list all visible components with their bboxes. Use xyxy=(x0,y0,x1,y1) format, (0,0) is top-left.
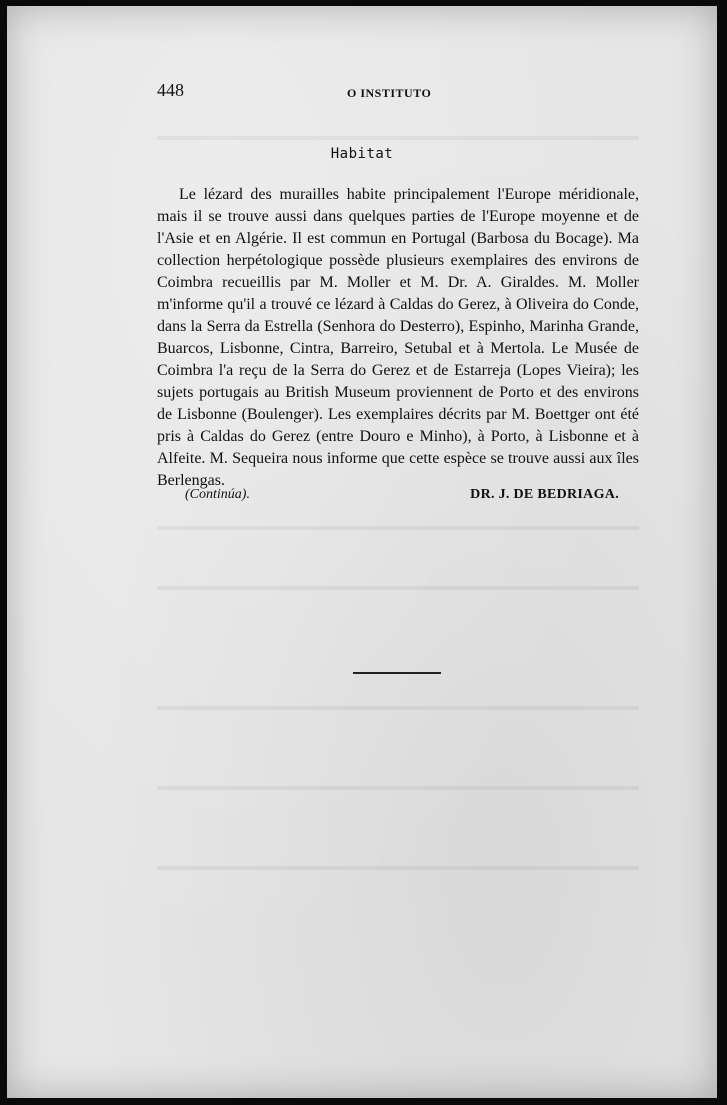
signature-row xyxy=(185,487,619,507)
author-signature: DR. J. DE BEDRIAGA. xyxy=(470,487,619,502)
bleed-through-mark xyxy=(157,786,639,790)
horizontal-rule xyxy=(353,672,441,674)
bleed-through-mark xyxy=(157,136,639,140)
continuation-note: (Continúa). xyxy=(185,487,250,502)
body-paragraph: Le lézard des murailles habite principalement l'Europe méridionale, mais il se trouve aussi dans quelques parties de l'Europe moyenne et de l'Asie et en Algérie. Il est commun en Portugal (Barbosa du Bocage). Ma collection herpétologique possède plusieurs exemplaires des environs de Coimbra recueillis par M. Moller et M. Dr. A. Giraldes. M. Moller m'informe qu'il a trouvé ce lézard à Caldas do Gerez, à Oliveira do Conde, dans la Serra da Estrella (Senhora do Desterro), Espinho, Marinha Grande, Buarcos, Lisbonne, Cintra, Barreiro, Setubal et à Mertola. Le Musée de Coimbra l'a reçu de la Serra do Gerez et de Estarreja (Lopes Vieira); les sujets portugais au British Museum proviennent de Porto et des environs de Lisbonne (Boulenger). Les exemplaires décrits par M. Boettger ont été pris à Caldas do Gerez (entre Douro e Minho), à Porto, à Lisbonne et à Alfeite. M. Sequeira nous informe que cette espèce se trouve aussi aux îles Berlengas. xyxy=(157,186,639,489)
bleed-through-mark xyxy=(157,866,639,870)
bleed-through-mark xyxy=(157,586,639,590)
bleed-through-mark xyxy=(157,706,639,710)
section-heading: Habitat xyxy=(330,146,394,162)
document-page xyxy=(7,6,717,1098)
page-number: 448 xyxy=(157,80,184,100)
running-title: O INSTITUTO xyxy=(347,86,432,100)
bleed-through-mark xyxy=(157,526,639,530)
page-header xyxy=(157,80,637,110)
